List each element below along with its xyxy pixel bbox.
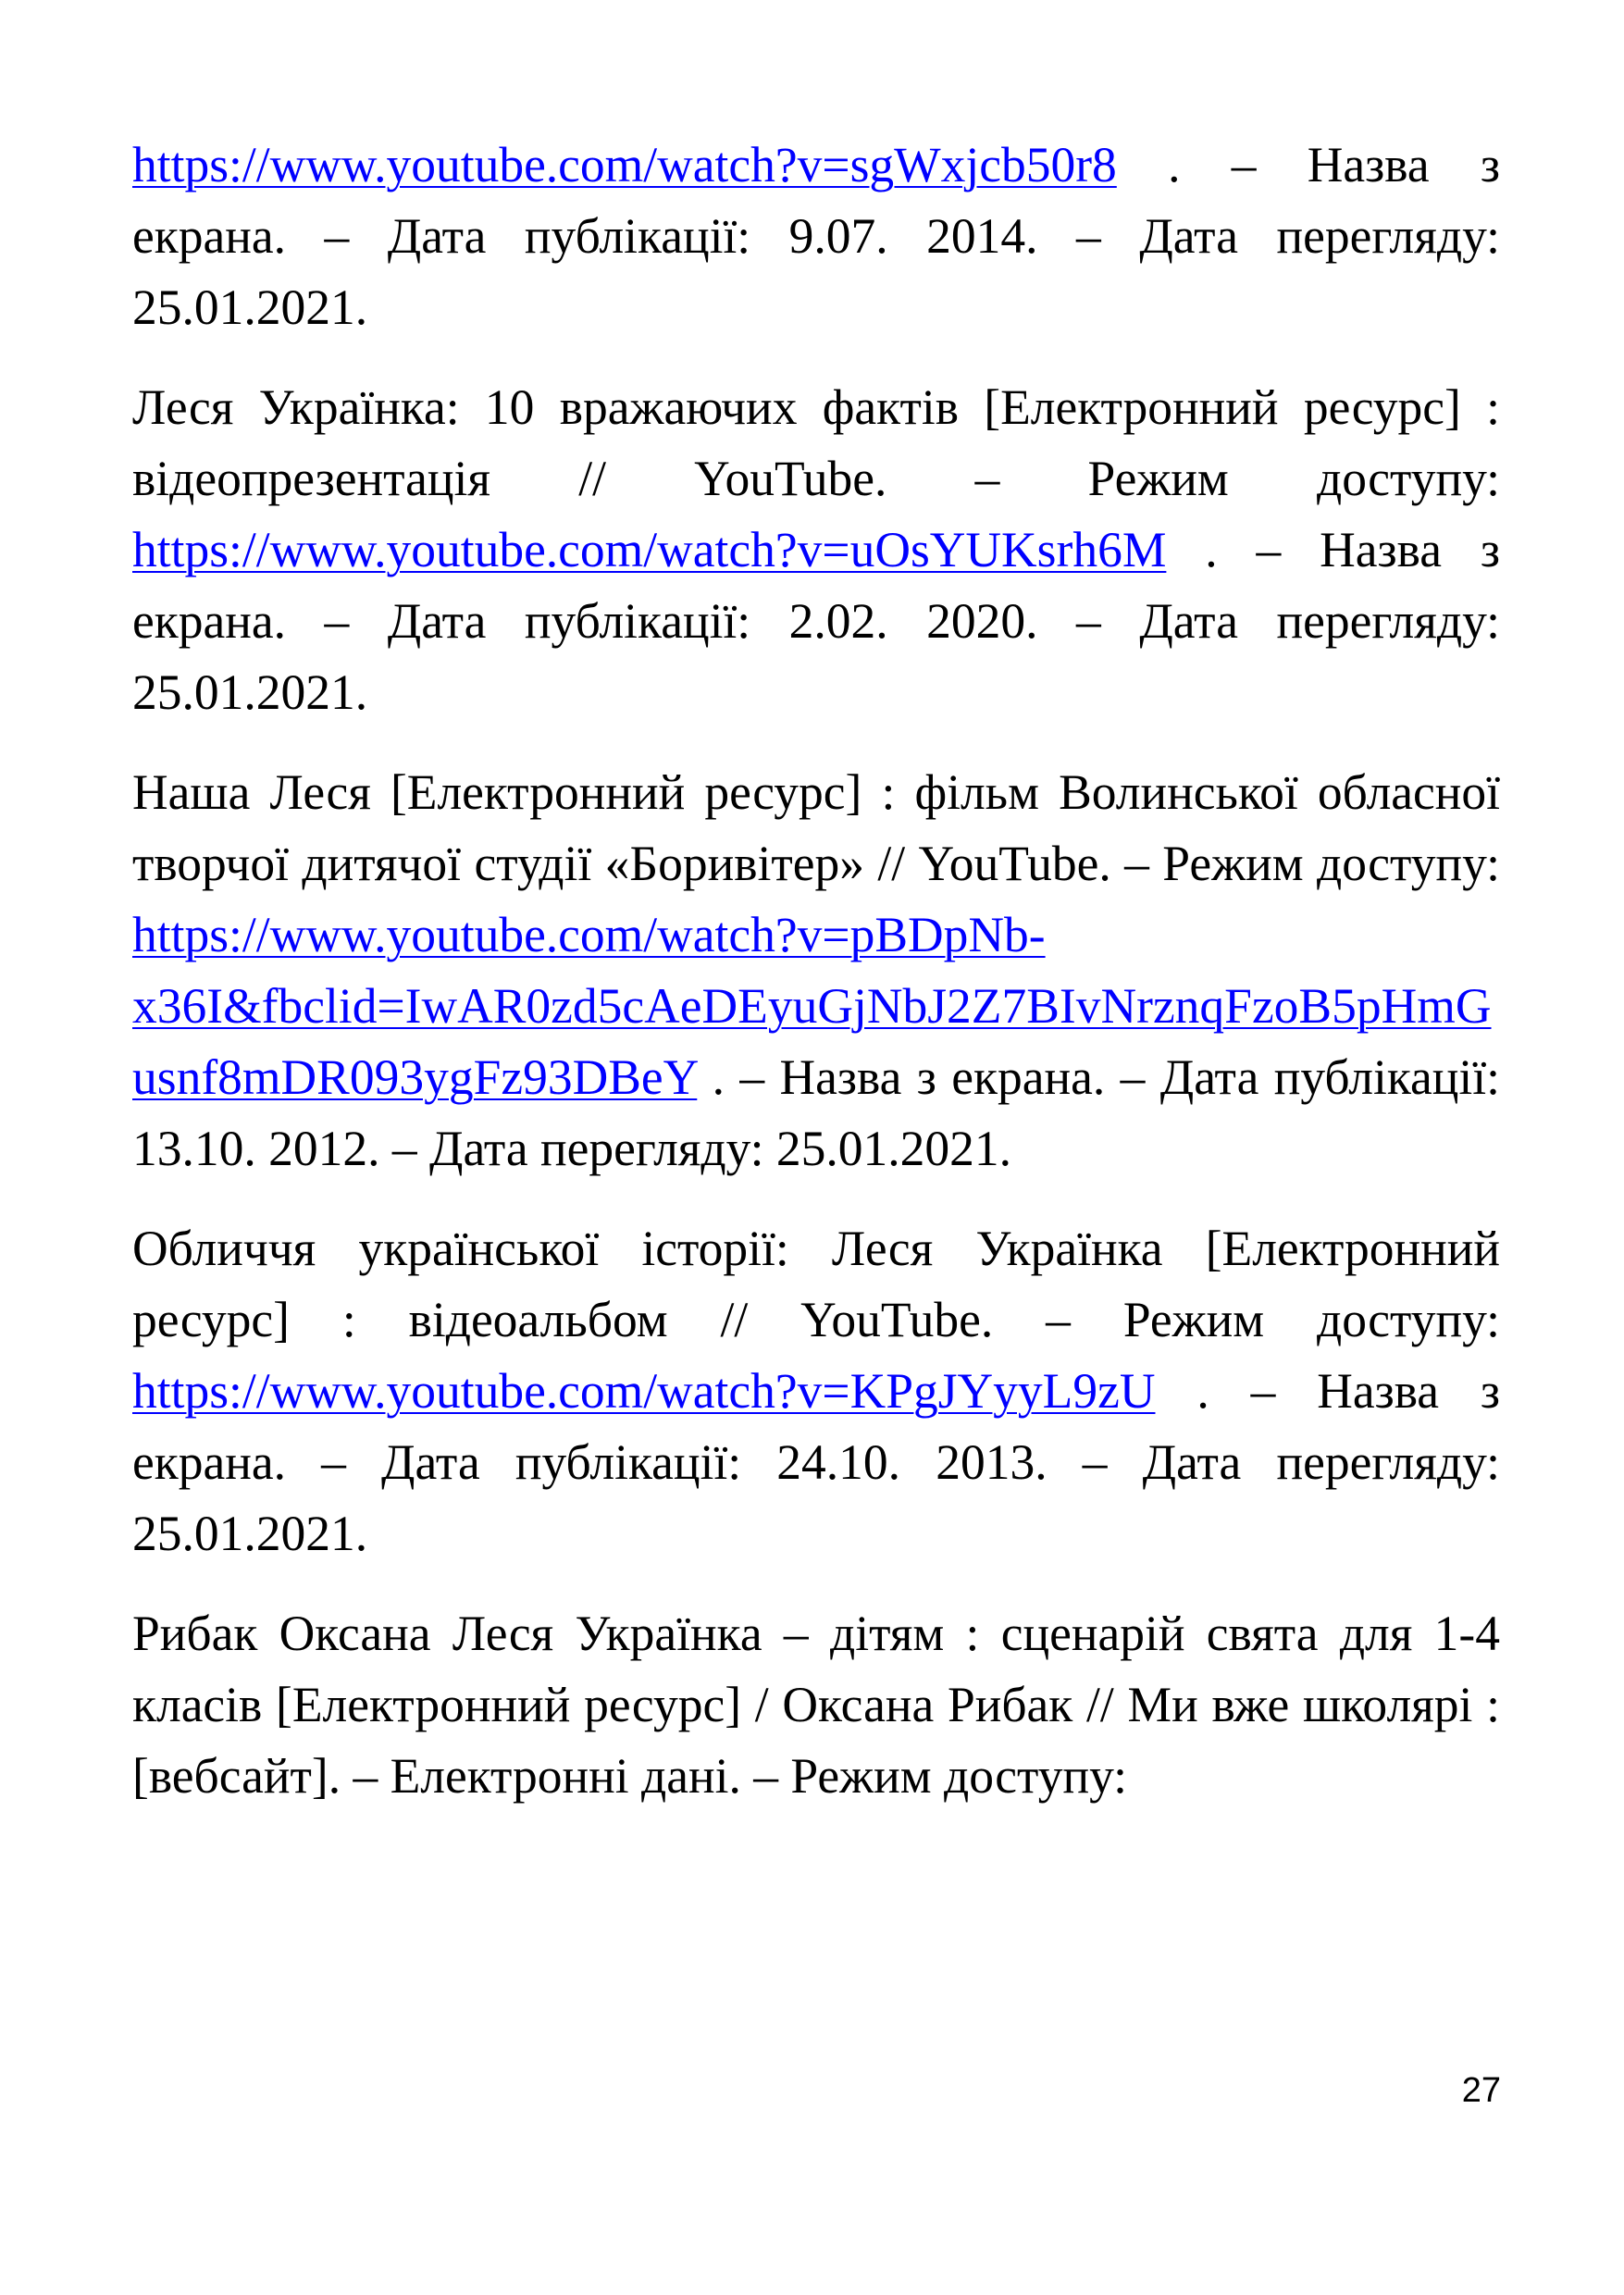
bibliography-entry-2 <box>132 372 1500 728</box>
entry-4-text-before: Обличчя української історії: Леся Українка [Електронний ресурс] : відеоальбом // YouTube. – Режим доступу: <box>132 1221 1500 1347</box>
bibliography-entry-4 <box>132 1213 1500 1569</box>
entry-3-text-before: Наша Леся [Електронний ресурс] : фільм Волинської обласної творчої дитячої студії «Боривітер» // YouTube. – Режим доступу: <box>132 764 1500 891</box>
entry-4-text-after: . – Назва з екрана. – Дата публікації: 24.10. 2013. – Дата перегляду: 25.01.2021. <box>132 1363 1500 1561</box>
entry-3-link[interactable]: https://www.youtube.com/watch?v=pBDpNb-x36I&fbclid=IwAR0zd5cAeDEyuGjNbJ2Z7BIvNrznqFzoB5pHmGusnf8mDR093ygFz93DBeY <box>132 907 1492 1105</box>
entry-3-text-after: . – Назва з екрана. – Дата публікації: 13.10. 2012. – Дата перегляду: 25.01.2021. <box>132 1049 1500 1176</box>
entry-5-text-before: Рибак Оксана Леся Українка – дітям : сценарій свята для 1-4 класів [Електронний ресурс] / Оксана Рибак // Ми вже школярі : [вебсайт]. – Електронні дані. – Режим доступу: <box>132 1606 1500 1804</box>
bibliography-list <box>132 130 1500 1841</box>
entry-1-text-after: . – Назва з екрана. – Дата публікації: 9.07. 2014. – Дата перегляду: 25.01.2021. <box>132 137 1500 335</box>
entry-1-link[interactable]: https://www.youtube.com/watch?v=sgWxjcb50r8 <box>132 137 1117 192</box>
entry-4-link[interactable]: https://www.youtube.com/watch?v=KPgJYyyL9zU <box>132 1363 1156 1419</box>
entry-2-link[interactable]: https://www.youtube.com/watch?v=uOsYUKsrh6M <box>132 522 1167 577</box>
bibliography-entry-1 <box>132 130 1500 343</box>
entry-2-text-after: . – Назва з екрана. – Дата публікації: 2.02. 2020. – Дата перегляду: 25.01.2021. <box>132 522 1500 720</box>
page-number: 27 <box>1461 2071 1501 2110</box>
entry-2-text-before: Леся Українка: 10 вражаючих фактів [Електронний ресурс] : відеопрезентація // YouTube. – Режим доступу: <box>132 379 1500 506</box>
bibliography-entry-5 <box>132 1598 1500 1812</box>
bibliography-entry-3 <box>132 757 1500 1185</box>
